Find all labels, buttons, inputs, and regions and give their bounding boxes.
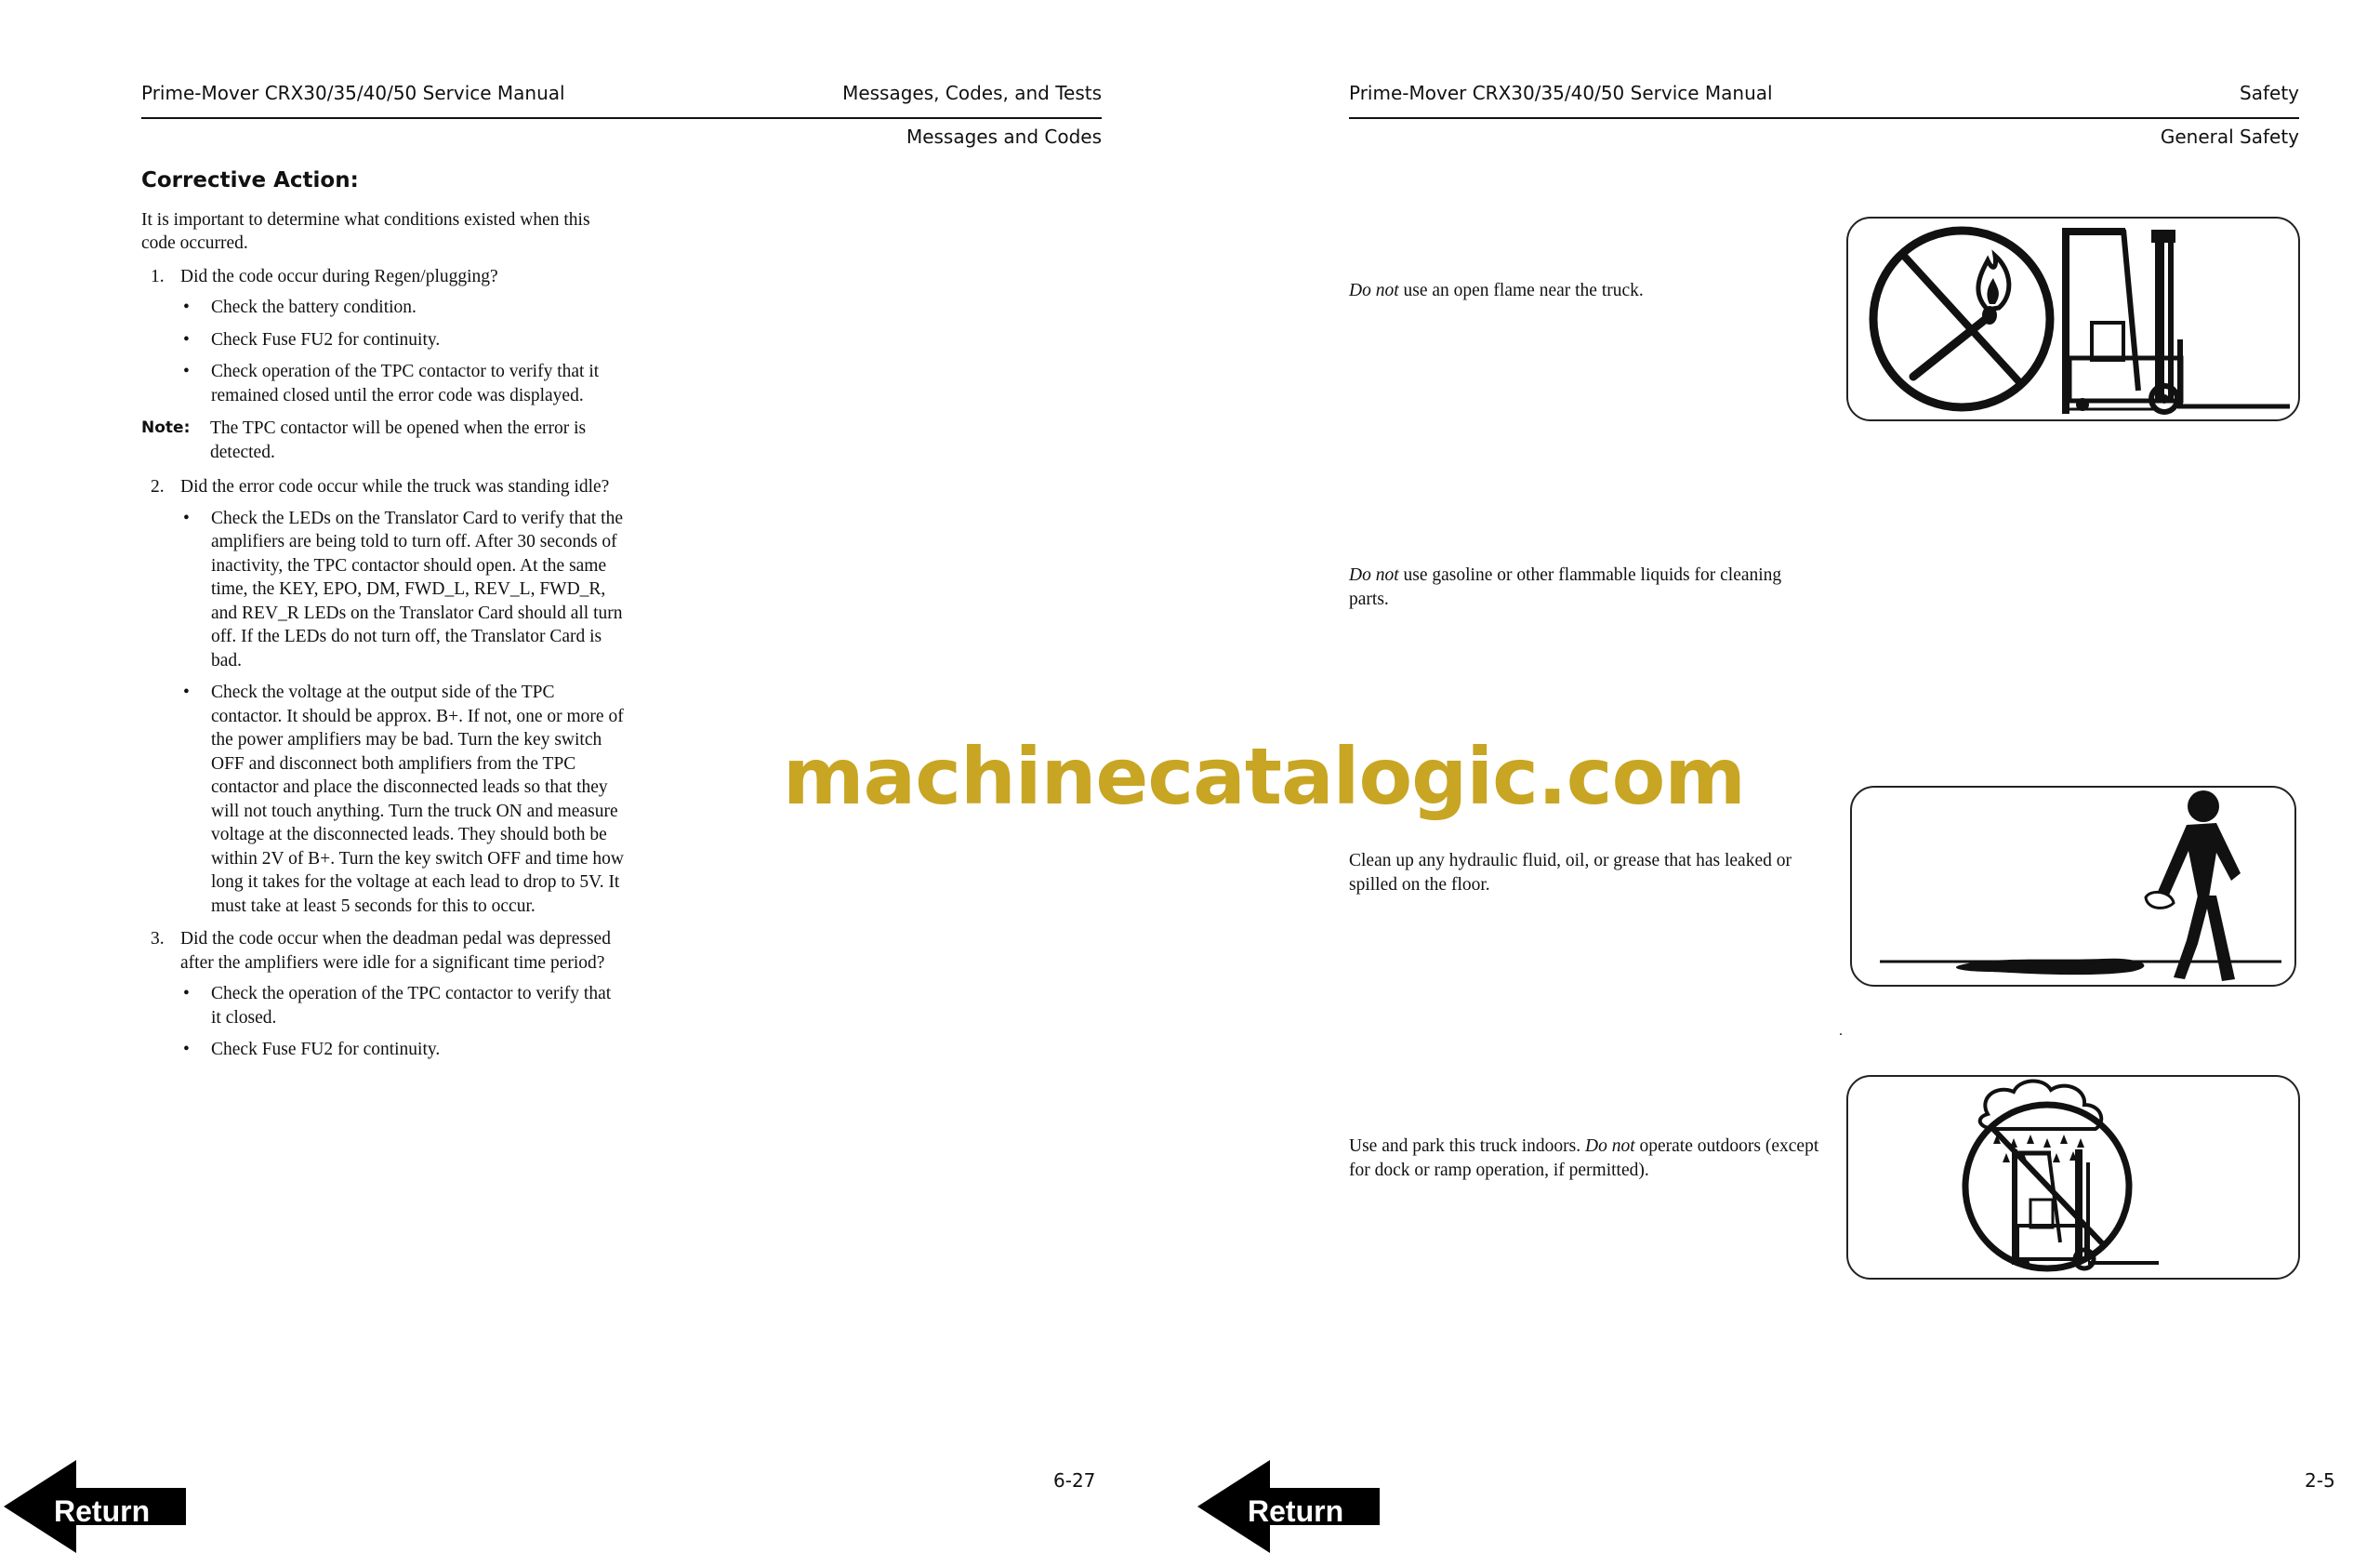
page-number: 6-27 xyxy=(1053,1469,1096,1492)
clean-spill-icon xyxy=(1850,786,2296,987)
section-heading: Corrective Action: xyxy=(141,168,359,192)
header-rule xyxy=(1349,117,2299,119)
bullet-item: • Check Fuse FU2 for continuity. xyxy=(180,328,625,352)
step-number: 3. xyxy=(151,929,165,949)
return-button[interactable] xyxy=(4,1460,186,1553)
step-number: 2. xyxy=(151,477,165,497)
bullet-item: • Check the operation of the TPC contactor to verify that it closed. xyxy=(180,982,625,1029)
return-label: Return xyxy=(1248,1494,1344,1528)
bullet-list xyxy=(180,982,625,1062)
step-question: Did the code occur during Regen/plugging? xyxy=(180,266,498,286)
bullet-item: • Check operation of the TPC contactor to verify that it remained closed until the error code was displayed. xyxy=(180,360,625,407)
safety-item-clean-spills xyxy=(1349,849,1814,896)
running-header-section: Messages, Codes, and Tests xyxy=(842,82,1102,104)
bullet-list xyxy=(180,507,625,919)
note-block xyxy=(141,417,625,464)
steps-list xyxy=(141,265,625,408)
step-number: 1. xyxy=(151,266,165,286)
no-open-flame-forklift-icon xyxy=(1846,217,2300,421)
note-text: The TPC contactor will be opened when the error is detected. xyxy=(210,418,587,462)
steps-list xyxy=(141,475,625,1062)
safety-item-open-flame xyxy=(1349,279,1814,303)
bullet-item: • Check the battery condition. xyxy=(180,296,625,320)
bullet-item: • Check the LEDs on the Translator Card to verify that the amplifiers are being told to turn off. After 30 seconds of inactivity, the TPC contactor should open. At the same time, the KEY, EPO, DM, FWD_L, REV_L, FWD_R, and REV_R LEDs on the Translator Card should all turn off. If the LEDs do not turn off, the Translator Card is bad. xyxy=(180,507,625,673)
header-rule xyxy=(141,117,1102,119)
stray-mark: . xyxy=(1839,1023,1843,1039)
emphasis: Do not xyxy=(1349,565,1399,585)
running-subheader: Messages and Codes xyxy=(906,126,1102,148)
safety-item-indoor-use xyxy=(1349,1135,1832,1182)
no-outdoor-operation-icon xyxy=(1846,1075,2300,1280)
return-label: Return xyxy=(54,1494,151,1528)
left-content xyxy=(141,169,625,1071)
step-item xyxy=(141,265,625,408)
safety-text: use an open flame near the truck. xyxy=(1398,281,1644,300)
running-header-section: Safety xyxy=(2240,82,2299,104)
intro-paragraph: It is important to determine what conditions existed when this code occurred. xyxy=(141,209,590,253)
bullet-item: • Check Fuse FU2 for continuity. xyxy=(180,1038,625,1062)
safety-text: Use and park this truck indoors. xyxy=(1349,1136,1585,1156)
safety-text: use gasoline or other flammable liquids for cleaning parts. xyxy=(1349,565,1782,609)
running-header-title: Prime-Mover CRX30/35/40/50 Service Manual xyxy=(141,82,565,104)
emphasis: Do not xyxy=(1349,281,1399,300)
bullet-item: • Check the voltage at the output side of the TPC contactor. It should be approx. B+. If not, one or more of the power amplifiers may be bad. Turn the key switch OFF and disconnect both amplifiers from the TPC contactor and place the disconnected leads so that they will not touch anything. Turn the truck ON and measure voltage at the disconnected leads. They should both be within 2V of B+. Turn the key switch OFF and time how long it takes for the voltage at each lead to drop to 5V. It must take at least 5 seconds for this to occur. xyxy=(180,681,625,918)
return-button[interactable] xyxy=(1197,1460,1380,1553)
running-subheader: General Safety xyxy=(2160,126,2299,148)
watermark: machinecatalogic.com xyxy=(783,731,1745,822)
step-question: Did the error code occur while the truck was standing idle? xyxy=(180,477,610,497)
step-item xyxy=(141,927,625,1062)
step-question: Did the code occur when the deadman pedal was depressed after the amplifiers were idle for a significant time period? xyxy=(180,929,611,973)
bullet-list xyxy=(180,296,625,407)
step-item xyxy=(141,475,625,918)
note-label: Note: xyxy=(141,418,191,437)
safety-text: operate outdoors (except for dock or ramp operation, if permitted). xyxy=(1349,1136,1819,1180)
emphasis: Do not xyxy=(1585,1136,1635,1156)
safety-item-flammable-liquids xyxy=(1349,564,1805,611)
safety-text: Clean up any hydraulic fluid, oil, or grease that has leaked or spilled on the floor. xyxy=(1349,851,1792,895)
page-number: 2-5 xyxy=(2305,1469,2335,1492)
running-header-title: Prime-Mover CRX30/35/40/50 Service Manual xyxy=(1349,82,1773,104)
